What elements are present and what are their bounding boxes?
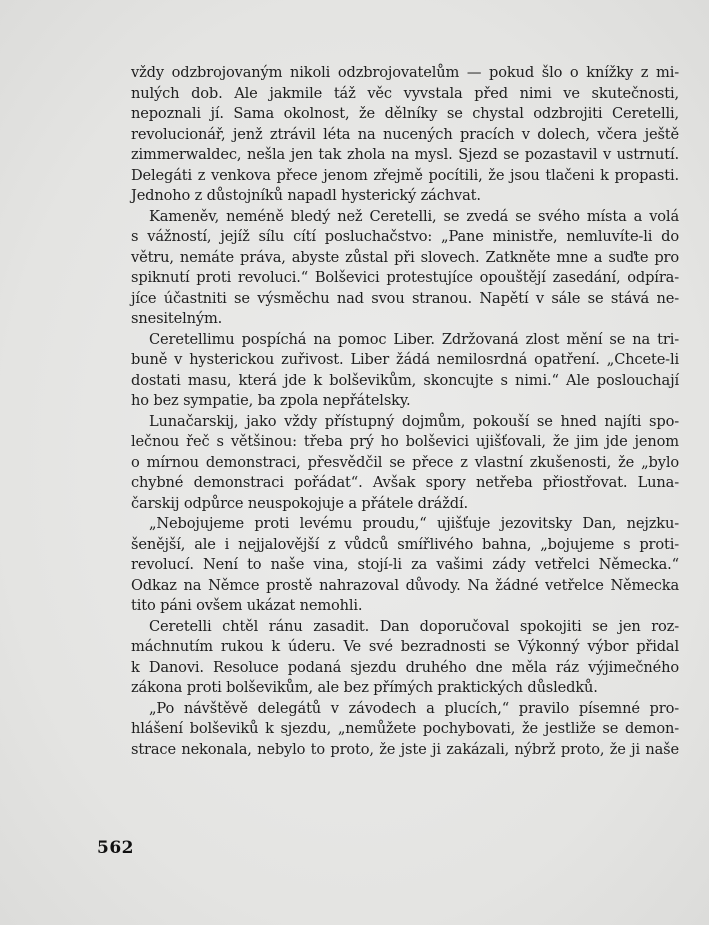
text-line: šenější, ale i nejjalovější z vůdců smířlivého bahna, „bojujeme s proti- xyxy=(131,535,679,553)
text-line: Jednoho z důstojníků napadl hysterický záchvat. xyxy=(131,187,481,204)
paragraph xyxy=(131,63,679,207)
text-line: čarskij odpůrce neuspokojuje a přátele dráždí. xyxy=(131,494,468,512)
page-number: 562 xyxy=(97,838,134,858)
text-line: větru, nemáte práva, abyste zůstal při slovech. Zatkněte mne a suďte pro xyxy=(131,248,679,266)
text-line: hlášení bolševiků k sjezdu, „nemůžete pochybovati, že jestliže se demon- xyxy=(131,720,679,737)
text-line: chybné demonstraci pořádat“. Avšak spory netřeba přiostřovat. Luna- xyxy=(131,474,679,491)
text-line: snesitelným. xyxy=(131,310,223,327)
text-line: Ceretellimu pospíchá na pomoc Liber. Zdržovaná zlost mění se na tri- xyxy=(149,330,679,348)
text-line: strace nekonala, nebylo to proto, že jste ji zakázali, nýbrž proto, že ji naše xyxy=(131,740,679,758)
text-line: zimmerwaldec, nešla jen tak zhola na mysl. Sjezd se pozastavil v ustrnutí. xyxy=(131,146,679,163)
text-line: Kameněv, neméně bledý než Ceretelli, se zvedá se svého místa a volá xyxy=(149,207,679,225)
text-line: máchnutím rukou k úderu. Ve své bezradnosti se Výkonný výbor přidal xyxy=(131,638,679,655)
paragraph xyxy=(131,699,679,761)
text-line: nepoznali jí. Sama okolnost, že dělníky se chystal odzbrojiti Ceretelli, xyxy=(131,105,679,122)
text-line: tito páni ovšem ukázat nemohli. xyxy=(131,597,363,614)
text-line: buně v hysterickou zuřivost. Liber žádá nemilosrdná opatření. „Chcete-li xyxy=(131,351,679,368)
paragraph xyxy=(131,514,679,617)
paragraph xyxy=(131,412,679,515)
text-line: Delegáti z venkova přece jenom zřejmě pocítili, že jsou tlačeni k propasti. xyxy=(131,166,679,184)
text-line: ho bez sympatie, ba zpola nepřátelsky. xyxy=(131,392,411,409)
text-line: Lunačarskij, jako vždy přístupný dojmům, pokouší se hned najíti spo- xyxy=(149,412,679,430)
text-line: dostati masu, která jde k bolševikům, skoncujte s nimi.“ Ale poslouchají xyxy=(131,371,679,389)
text-line: s vážností, jejíž sílu cítí posluchačstvo: „Pane ministře, nemluvíte-li do xyxy=(131,228,679,245)
text-line: jíce účastniti se výsměchu nad svou stranou. Napětí v sále se stává ne- xyxy=(131,289,679,307)
text-line: nulých dob. Ale jakmile táž věc vyvstala před nimi ve skutečnosti, xyxy=(131,84,679,102)
text-line: revolucionář, jenž ztrávil léta na nucených pracích v dolech, včera ještě xyxy=(131,125,679,143)
text-line: revolucí. Není to naše vina, stojí-li za vašimi zády vetřelci Německa.“ xyxy=(131,556,679,573)
paragraph xyxy=(131,207,679,330)
text-line: „Po návštěvě delegátů v závodech a plucích,“ pravilo písemné pro- xyxy=(149,699,679,717)
text-line: „Nebojujeme proti levému proudu,“ ujišťuje jezovitsky Dan, nejzku- xyxy=(149,515,679,532)
body-text xyxy=(131,63,679,760)
text-line: vždy odzbrojovaným nikoli odzbrojovatelům — pokud šlo o knížky z mi- xyxy=(131,64,679,81)
text-line: zákona proti bolševikům, ale bez přímých praktických důsledků. xyxy=(131,679,598,696)
text-line: Ceretelli chtěl ránu zasadit. Dan doporučoval spokojiti se jen roz- xyxy=(149,617,679,635)
text-line: lečnou řeč s většinou: třeba prý ho bolševici ujišťovali, že jim jde jenom xyxy=(131,433,679,450)
text-line: spiknutí proti revoluci.“ Bolševici protestujíce opouštějí zasedání, odpíra- xyxy=(131,269,679,286)
text-line: k Danovi. Resoluce podaná sjezdu druhého dne měla ráz výjimečného xyxy=(131,658,679,676)
text-line: o mírnou demonstraci, přesvědčil se přece z vlastní zkušenosti, že „bylo xyxy=(131,453,679,471)
paragraph xyxy=(131,617,679,699)
text-line: Odkaz na Němce prostě nahrazoval důvody. Na žádné vetřelce Německa xyxy=(131,576,679,594)
paragraph xyxy=(131,330,679,412)
